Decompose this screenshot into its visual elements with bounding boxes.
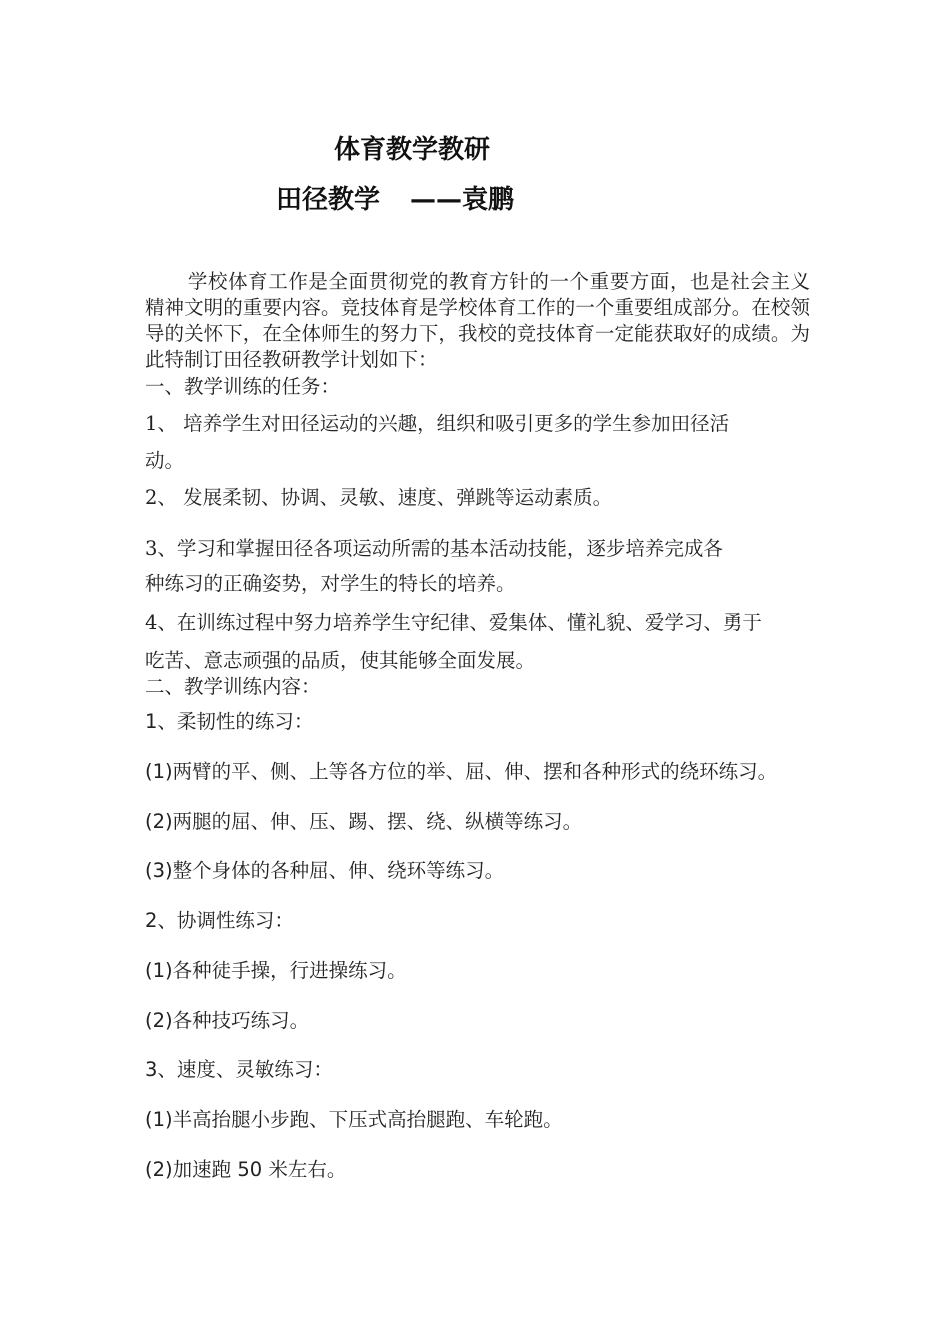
task-item-4-line-1: 4、在训练过程中努力培养学生守纪律、爱集体、懂礼貌、爱学习、勇于 — [145, 611, 762, 634]
section1-heading: 一、教学训练的任务： — [145, 375, 341, 398]
content-sub-3-b: (2)加速跑 50 米左右。 — [145, 1158, 347, 1181]
content-sub-2-b: (2)各种技巧练习。 — [145, 1009, 310, 1032]
section2-heading: 二、教学训练内容： — [145, 675, 321, 698]
task-item-3-line-1: 3、学习和掌握田径各项运动所需的基本活动技能，逐步培养完成各 — [145, 537, 723, 560]
content-sub-3-a: (1)半高抬腿小步跑、下压式高抬腿跑、车轮跑。 — [145, 1108, 563, 1131]
document-title: 体育教学教研 — [334, 135, 491, 165]
content-sub-1-a: (1)两臂的平、侧、上等各方位的举、屈、伸、摆和各种形式的绕环练习。 — [145, 760, 778, 783]
task-item-3-line-2: 种练习的正确姿势，对学生的特长的培养。 — [145, 572, 516, 595]
author-name: ——袁鹏 — [410, 185, 515, 215]
content-sub-3: 3、速度、灵敏练习： — [145, 1058, 333, 1081]
content-sub-1-c: (3)整个身体的各种屈、伸、绕环等练习。 — [145, 859, 505, 882]
task-item-4-line-2: 吃苦、意志顽强的品质，使其能够全面发展。 — [145, 649, 536, 672]
subtitle-text: 田径教学 — [276, 185, 381, 215]
content-sub-1-b: (2)两腿的屈、伸、压、踢、摆、绕、纵横等练习。 — [145, 810, 583, 833]
task-item-1-line-1: 1、 培养学生对田径运动的兴趣，组织和吸引更多的学生参加田径活 — [145, 412, 730, 435]
document-subtitle — [276, 184, 514, 216]
task-item-2: 2、 发展柔韧、协调、灵敏、速度、弹跳等运动素质。 — [145, 486, 613, 509]
content-sub-2-a: (1)各种徒手操，行进操练习。 — [145, 959, 407, 982]
content-sub-2: 2、协调性练习： — [145, 909, 294, 932]
content-sub-1: 1、柔韧性的练习： — [145, 710, 314, 733]
task-item-1-line-2: 动。 — [145, 449, 185, 472]
intro-paragraph: 学校体育工作是全面贯彻党的教育方针的一个重要方面，也是社会主义精神文明的重要内容。竞技体育是学校体育工作的一个重要组成部分。在校领导的关怀下，在全体师生的努力下，我校的竞技体育一定能获取好的成绩。为此特制订田径教研教学计划如下： — [145, 270, 810, 371]
